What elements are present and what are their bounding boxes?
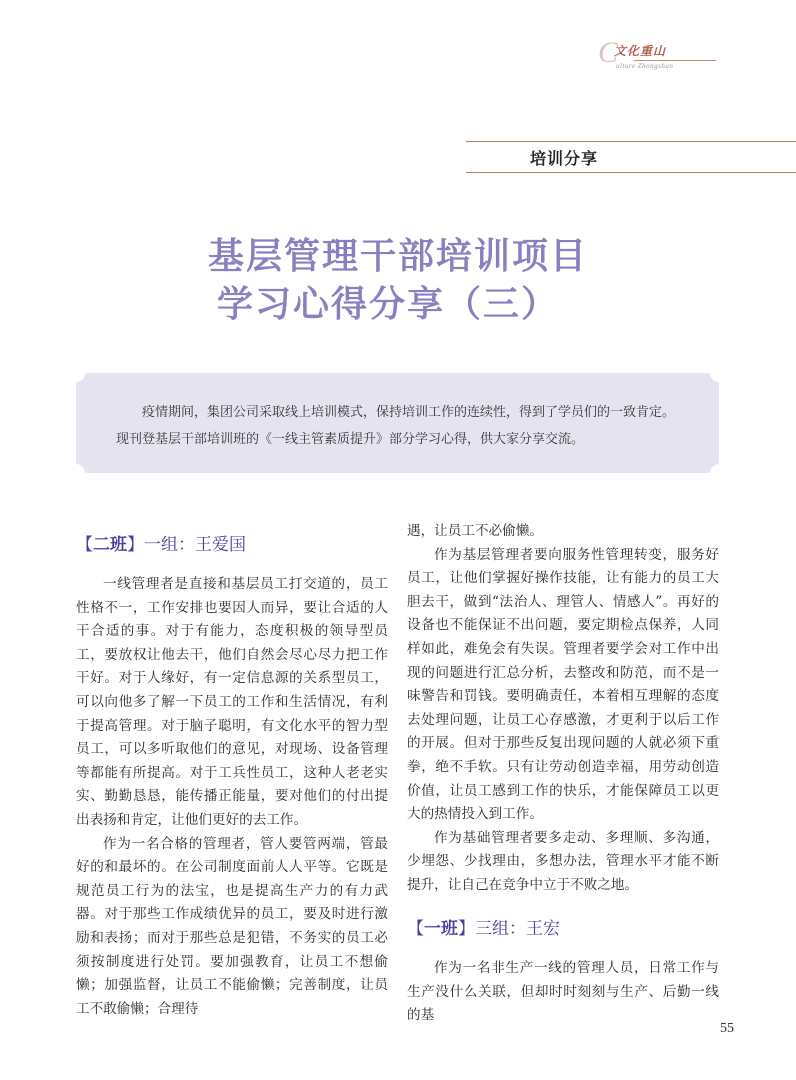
logo-divider <box>634 60 716 61</box>
logo-initial: C <box>598 36 619 69</box>
article1-paragraph-3: 作为基层管理者要向服务性管理转变，服务好员工，让他们掌握好操作技能，让有能力的员工大胆去干，做到“法治人、理管人、情感人”。再好的设备也不能保证不出问题，要定期检点保养，人同样如此，难免会有失误。管理者要学会对工作中出现的问题进行汇总分析，去整改和防范，而不是一味警告和罚钱。要明确责任，本着相互理解的态度去处理问题，让员工心存感激，才更利于以后工作的开展。但对于那些反复出现问题的人就必须下重拳，绝不手软。只有让劳动创造幸福，用劳动创造价值，让员工感到工作的快乐，才能保障员工以更大的热情投入到工作。 <box>407 546 719 823</box>
intro-text <box>116 399 696 453</box>
article2-paragraph-1: 作为一名非生产一线的管理人员，日常工作与生产没什么关联，但却时时刻刻与生产、后勤一线的基 <box>407 960 719 1024</box>
article1-paragraph-4: 作为基础管理者要多走动、多理顺、多沟通，少埋怨、少找理由，多想办法，管理水平才能不断提升，让自己在竞争中立于不败之地。 <box>407 829 719 893</box>
article1-paragraph-2: 作为一名合格的管理者，管人要管两端，管最好的和最坏的。在公司制度面前人人平等。它既是规范员工行为的法宝，也是提高生产力的有力武器。对于那些工作成绩优异的员工，要及时进行激励和表扬；而对于那些总是犯错，不务实的员工必须按制度进行处罚。要加强教育，让员工不想偷懒；加强监督，让员工不能偷懒；完善制度，让员工不敢偷懒；合理待 <box>76 835 388 1017</box>
left-column <box>76 573 388 1021</box>
page-number: 55 <box>720 1021 734 1036</box>
right-column <box>407 520 719 898</box>
right-column-article2 <box>407 957 719 1028</box>
logo-english: ulture Zhongshan <box>616 62 674 70</box>
section-rule-bottom <box>466 172 796 173</box>
article1-class: 二班 <box>93 535 127 555</box>
logo-chinese: 文化重山 <box>614 44 667 58</box>
article1-author: 一组：王爱国 <box>144 535 246 555</box>
article2-heading: 【一班】三组：王宏 <box>407 919 560 939</box>
intro-paragraph-1: 疫情期间，集团公司采取线上培训模式，保持培训工作的连续性，得到了学员们的一致肯定。 <box>142 405 676 420</box>
section-label: 培训分享 <box>530 149 599 168</box>
intro-box <box>76 373 719 473</box>
article1-paragraph-1: 一线管理者是直接和基层员工打交道的，员工性格不一，工作安排也要因人而异，要让合适的人干合适的事。对于有能力，态度积极的领导型员工，要放权让他去干，他们自然会尽心尽力把工作干好。对于人缘好，有一定信息源的关系型员工，可以向他多了解一下员工的工作和生活情况，有利于提高管理。对于脑子聪明，有文化水平的智力型员工，可以多听取他们的意见，对现场、设备管理等都能有所提高。对于工兵性员工，这种人老老实实、勤勤恳恳，能传播正能量，要对他们的付出提出表扬和肯定，让他们更好的去工作。 <box>76 576 388 828</box>
article2-author: 三组：王宏 <box>475 919 560 939</box>
magazine-logo <box>596 38 726 78</box>
section-rule-top <box>466 141 796 142</box>
article2-class: 一班 <box>424 919 458 939</box>
article-title-line1: 基层管理干部培训项目 <box>207 236 588 277</box>
article1-paragraph-2-continued: 遇，让员工不必偷懒。 <box>407 523 543 539</box>
intro-paragraph-2: 现刊登基层干部培训班的《一线主管素质提升》部分学习心得，供大家分享交流。 <box>116 432 585 447</box>
article-title-line2: 学习心得分享（三） <box>216 284 559 325</box>
article1-heading: 【二班】一组：王爱国 <box>76 535 246 555</box>
